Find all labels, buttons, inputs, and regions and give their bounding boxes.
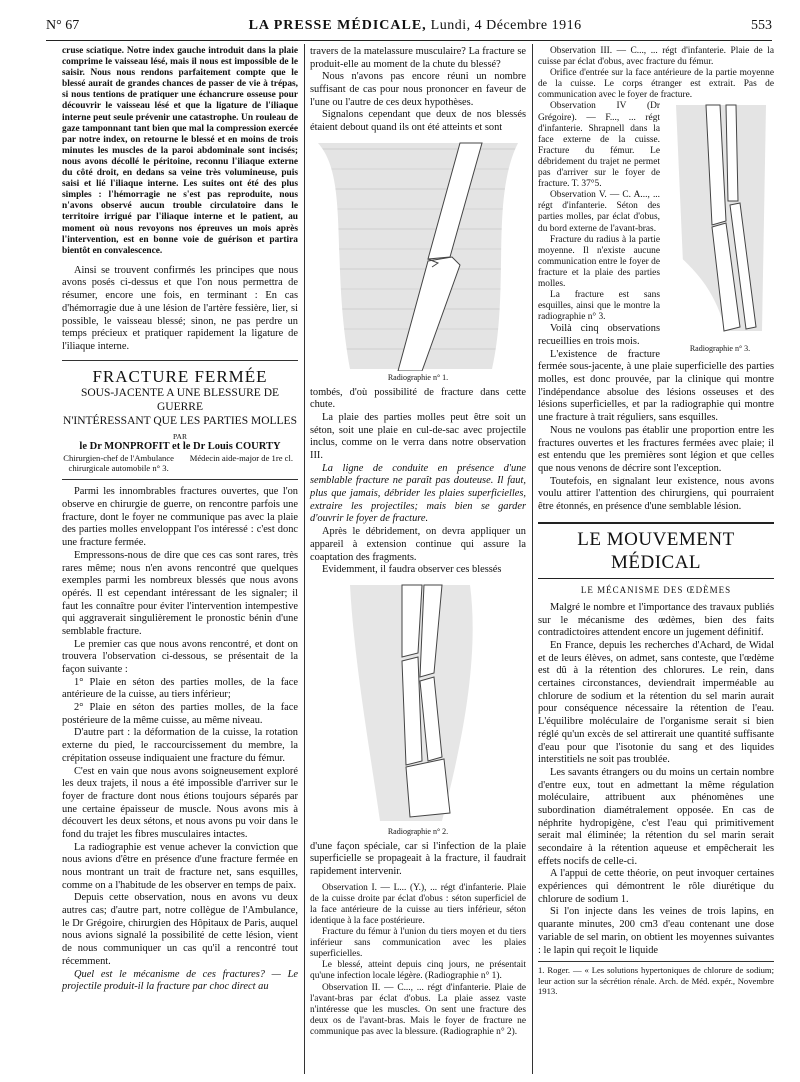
footnote: 1. Roger. — « Les solutions hypertoniques de chlorure de sodium; leur action sur la sécrétion rénale. Arch. de Méd. expér., Novembre 1913. [538, 961, 774, 996]
paragraph: Après le débridement, on devra appliquer un appareil à extension continue qui assure la coaptation des fragments. [310, 526, 526, 563]
observation-3: Observation III. — C..., ... régt d'infanterie. Plaie de la cuisse par éclat d'obus, avec fracture du fémur. [538, 46, 774, 68]
observation-1: Observation I. — L... (Y.), ... régt d'infanterie. Plaie de la cuisse droite par éclat d'obus : séton superficiel de la face antérieure de la cuisse au tiers inférieur, séton identique à la face postérieure. [310, 882, 526, 926]
observation-4: Observation IV (Dr Grégoire). — F..., ... régt d'infanterie. Shrapnell dans la face externe de la cuisse. Fracture du fémur. Le débridement du trajet ne permet pas d'arriver sur le foyer de fracture. T. 37°5. [538, 101, 660, 190]
header-rule [46, 40, 772, 41]
paragraph: cruse sciatique. Notre index gauche introduit dans la plaie comprime le vaisseau lésé, mais il nous est impossible de le saisir. Nous nous rendons parfaitement compte que le blessé aurait de grandes chances de passer de vie à trépas, si nous tentions de pratiquer une échancrure osseuse pour découvrir le vaisseau lésé et que la ligature de l'iliaque interne peut seule prévenir une catastrophe. Un rouleau de gaze tamponnant tant bien que mal la compression exercée par notre index, on retourne le blessé et en moins de trois minutes les muscles de la paroi abdominale sont incisés; nous avons décollé le péritoine, reconnu l'iliaque externe du côté droit, en dedans sa veine très volumineuse, puis saisi et lié l'iliaque interne. Les suites ont été des plus simples : l'hémorragie ne s'est pas reproduite, nous n'avons observé aucun trouble circulatoire dans le territoire irrigué par l'iliaque interne et le patient, au moment où nous revoyons nos épreuves un mois après l'intervention, est en bonne voie de guérison et partira bientôt en convalescence. [62, 46, 298, 256]
observation-5b: Fracture du radius à la partie moyenne. Il n'existe aucune communication entre le foyer de fracture et la plaie des parties molles. [538, 234, 660, 289]
paragraph: 2° Plaie en séton des parties molles, de la face postérieure de la même cuisse, au même niveau. [62, 702, 298, 726]
radiograph-2-caption: Radiographie n° 2. [387, 826, 449, 836]
section-subtitle: LE MÉCANISME DES ŒDÈMES [580, 585, 732, 595]
radiograph-2-image [310, 581, 526, 825]
paragraph: La plaie des parties molles peut être soit un séton, soit une plaie en cul-de-sac avec projectile inclus, comme on le verra dans notre observation III. [310, 411, 526, 461]
paragraph: En France, depuis les recherches d'Achard, de Widal et de leurs élèves, on admet, sans conteste, que l'œdème est dû à la rétention des chlorures. Le rein, dans certaines circonstances, deviendrait imperméable au chlorure de sodium et la rétention du sel marin aurait pour conséquence nécessaire la rétention de l'eau. L'équilibre moléculaire de l'organisme serait si bien réglé qu'un excès de sel attirerait une quantité suffisante d'eau pour que l'isotonie du sang et des liquides interstitiels ne soit pas troublée. [538, 640, 774, 766]
paragraph: Si l'on injecte dans les veines de trois lapins, en quarante minutes, 200 cm3 d'eau contenant une dose variable de sel marin, on obtient les moyennes suivantes : le lapin qui reçoit le liquide [538, 906, 774, 956]
article-heading [62, 367, 298, 474]
radiograph-3-image [666, 101, 774, 337]
article-title: FRACTURE FERMÉE [92, 366, 268, 386]
affiliation-right: Médecin aide-major de 1re cl. [189, 452, 294, 463]
paragraph: Nous n'avons pas encore réuni un nombre suffisant de cas pour nous prononcer en faveur de l'une ou l'autre de ces deux hypothèses. [310, 71, 526, 108]
page-number: 553 [751, 18, 772, 33]
paragraph: Empressons-nous de dire que ces cas sont rares, très rares même; nous n'en avons rencontré que quelques exemples parmi les nombreux blessés que nous avons opérés. Il est cependant intéressant de les signaler; il faut les connaître pour éviter l'intervention intempestive qui aggraverait singulièrement le pronostic bénin d'une semblable fracture. [62, 549, 298, 637]
paragraph: Toutefois, en signalant leur existence, nous avons voulu attirer l'attention des chirurgiens, qui pourraient être étonnés, en présence d'une semblable lésion. [538, 475, 774, 512]
radiograph-3-figure [666, 101, 774, 357]
paragraph: Evidemment, il faudra observer ces blessés [322, 564, 502, 576]
paragraph: 1° Plaie en séton des parties molles, de la face antérieure de la cuisse, au tiers inférieur; [62, 676, 298, 701]
radiograph-1-figure [310, 139, 526, 383]
issue-number: N° 67 [46, 18, 80, 33]
radiograph-2-figure [310, 581, 526, 837]
article-authors: le Dr MONPROFIT et le Dr Louis COURTY [79, 440, 281, 452]
observation-5: Observation V. — C. A..., ... régt d'infanterie. Séton des parties molles, par éclat d'obus, du bord externe de l'avant-bras. [538, 190, 660, 234]
journal-title-line [249, 18, 582, 34]
byline-par: PAR [173, 431, 187, 441]
paragraph: travers de la matelassure musculaire? La fracture se produit-elle au moment de la chute du blessé? [310, 46, 526, 70]
paragraph: Parmi les innombrables fractures ouvertes, que l'on observe en chirurgie de guerre, on rencontre parfois une fracture, dont le foyer ne communique pas avec la plaie des parties molles enveloppant l'os intéressé : c'est donc une fracture fermée. [62, 486, 298, 549]
running-header [46, 18, 772, 38]
paragraph: d'une façon spéciale, car si l'infection de la plaie superficielle se propageait à la fracture, il faudrait rapidement intervenir. [310, 840, 526, 877]
article-subtitle-2: N'INTÉRESSANT QUE LES PARTIES MOLLES [63, 414, 297, 427]
paragraph: C'est en vain que nous avons soigneusement exploré les deux trajets, il nous a été impossible d'arriver sur le foyer de fracture dont nous étions toujours séparés par une certaine épaisseur de muscle. Nous avons mis à découvert les deux sétons, et nous avons pu voir dans le fond du trajet les fibres musculaires intactes. [62, 765, 298, 840]
observation-3b: Orifice d'entrée sur la face antérieure de la partie moyenne de la cuisse. Le corps étranger est extrait. Pas de communication avec le foyer de fracture. [538, 68, 774, 101]
paragraph: Signalons cependant que deux de nos blessés étaient debout quand ils ont été atteints et sont [310, 109, 526, 134]
paragraph: La radiographie est venue achever la conviction que nous avions d'être en présence d'une fracture fermée en nous montrant un trait de fracture net, sans esquilles, comme on a l'habitude de les observer en temps de paix. [62, 841, 298, 891]
observations-block-2 [538, 46, 774, 101]
observations-block [310, 883, 526, 1038]
observation-1b: Fracture du fémur à l'union du tiers moyen et du tiers inférieur sans communication avec les plaies superficielles. [310, 927, 526, 960]
paragraph: tombés, d'où possibilité de fracture dans cette chute. [310, 386, 526, 411]
column-3 [538, 46, 774, 996]
paragraph: Les savants étrangers ou du moins un certain nombre d'entre eux, tout en admettant la même régulation moléculaire, attribuent aux phénomènes une subordination diamétralement opposée. En cas de néphrite hydropigène, c'est l'eau qui primitivement serait mal éliminée; la rétention du sel marin serait secondaire à la rétention aqueuse et empêcherait les effets nocifs de celle-ci. [538, 766, 774, 867]
paragraph: Quel est le mécanisme de ces fractures? — Le projectile produit-il la fracture par choc direct au [62, 968, 298, 993]
author-affiliations [62, 454, 298, 474]
column-divider-2 [532, 44, 533, 1074]
radiograph-1-caption: Radiographie n° 1. [387, 372, 449, 382]
radiograph-1-image [310, 139, 526, 371]
paragraph: D'autre part : la déformation de la cuisse, la rotation externe du pied, le raccourcissement du membre, la crépitation osseuse indiquaient une fracture du fémur. [62, 727, 298, 764]
paragraph: La ligne de conduite en présence d'une semblable fracture ne paraît pas douteuse. Il faut, plus que jamais, débrider les plaies superficielles, extraire les projectiles; mais bien se garder d'ouvrir le foyer de fracture. [310, 462, 526, 525]
paragraph: A l'appui de cette théorie, on peut invoquer certaines expériences qui démontrent le rôle diurétique du chlorure de sodium 1. [538, 868, 774, 905]
journal-name: LA PRESSE MÉDICALE, [248, 18, 427, 33]
section-rule [62, 479, 298, 480]
radiograph-3-caption: Radiographie n° 3. [689, 344, 751, 354]
section-rule [62, 360, 298, 361]
column-2 [310, 46, 526, 1038]
paragraph: L'existence de fracture fermée sous-jacente, à une plaie superficielle des parties molles, est donc prouvée, par la clinique qui montre l'indépendance absolue des lésions osseuses et des lésions superficielles, et par la radiographie qui montre une fracture à trait réguliers, sans esquilles. [538, 348, 774, 424]
section-title-mouvement-medical: LE MOUVEMENT MÉDICAL [538, 522, 774, 579]
article-subtitle-1: SOUS-JACENTE A UNE BLESSURE DE GUERRE [80, 387, 280, 414]
paragraph: Depuis cette observation, nous en avons vu deux autres cas; d'autre part, notre collègue de l'Ambulance, le Dr Grégoire, chirurgien des Hôpitaux de Paris, auquel nous avions signalé la possibilité de cette lésion, vient de nous communiquer un cas qu'il a rencontré tout récemment. [62, 892, 298, 967]
column-divider-1 [304, 44, 305, 1074]
observation-5c: La fracture est sans esquilles, ainsi que le montre la radiographie n° 3. [538, 290, 660, 323]
paragraph: Malgré le nombre et l'importance des travaux publiés sur le mécanisme des œdèmes, bien des faits contradictoires attendent encore un jugement définitif. [538, 601, 774, 639]
column-1 [62, 46, 298, 994]
issue-date: Lundi, 4 Décembre 1916 [430, 18, 582, 33]
paragraph: Voilà cinq observations recueillies en trois mois. [538, 323, 660, 348]
observation-1c: Le blessé, atteint depuis cinq jours, ne présentait qu'une infection locale légère. (Radiographie n° 1). [310, 960, 526, 982]
paragraph: Nous ne voulons pas établir une proportion entre les fractures ouvertes et les fractures fermées avec plaie; il est entendu que les premières sont légion et que celles que nous venons de décrire sont l'exception. [538, 424, 774, 474]
observation-2: Observation II. — C..., ... régt d'infanterie. Plaie de l'avant-bras par éclat d'obus. La plaie assez vaste n'intéresse que les muscles. On sent une fracture des deux os de l'avant-bras. Mais le foyer de fracture ne communique pas avec la blessure. (Radiographie n° 2). [310, 982, 526, 1037]
affiliation-left: Chirurgien-chef de l'Ambulance chirurgicale automobile n° 3. [63, 452, 174, 473]
paragraph: Le premier cas que nous avons rencontré, et dont on trouvera l'observation ci-dessous, se présentait de la façon suivante : [62, 638, 298, 676]
paragraph: Ainsi se trouvent confirmés les principes que nous avons posés ci-dessus et que l'on nous permettra de résumer, encore une fois, en terminant : En cas d'hémorragie due à une lésion de l'artère fessière, lier, si possible, le vaisseau blessé; sinon, ne pas perdre un temps précieux et pratiquer rapidement la ligature de l'iliaque interne. [62, 264, 298, 352]
